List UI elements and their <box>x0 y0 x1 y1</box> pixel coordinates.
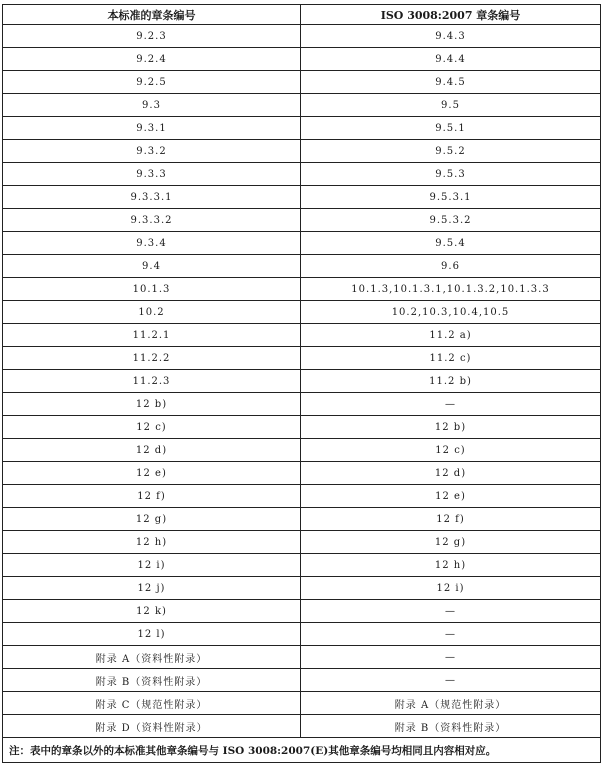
table-row <box>3 163 601 186</box>
table-row <box>3 692 601 715</box>
table-row <box>3 278 601 301</box>
table-note-row <box>3 738 601 763</box>
this-standard-clause-cell: 12 j) <box>3 577 301 600</box>
table-row <box>3 117 601 140</box>
iso-clause-cell: 12 b) <box>301 416 601 439</box>
table-row <box>3 71 601 94</box>
iso-clause-cell: 9.5.3.2 <box>301 209 601 232</box>
iso-clause-cell: 9.5.3.1 <box>301 186 601 209</box>
table-header-row <box>3 5 601 25</box>
iso-clause-cell: 9.4.5 <box>301 71 601 94</box>
iso-clause-cell: 9.5 <box>301 94 601 117</box>
table-row <box>3 462 601 485</box>
table-row <box>3 485 601 508</box>
this-standard-clause-cell: 9.3.1 <box>3 117 301 140</box>
table-body <box>3 25 601 738</box>
this-standard-clause-cell: 9.2.3 <box>3 25 301 48</box>
table-row <box>3 186 601 209</box>
iso-clause-cell: 9.5.3 <box>301 163 601 186</box>
table-row <box>3 232 601 255</box>
iso-clause-cell: 11.2 c) <box>301 347 601 370</box>
this-standard-clause-cell: 9.2.4 <box>3 48 301 71</box>
iso-clause-cell: 9.5.4 <box>301 232 601 255</box>
iso-clause-cell: — <box>301 600 601 623</box>
this-standard-clause-cell: 附录 A（资料性附录） <box>3 646 301 669</box>
this-standard-clause-cell: 9.3.4 <box>3 232 301 255</box>
this-standard-clause-cell: 10.2 <box>3 301 301 324</box>
this-standard-clause-cell: 12 l) <box>3 623 301 646</box>
iso-clause-cell: 附录 B（资料性附录） <box>301 715 601 738</box>
this-standard-clause-cell: 9.3 <box>3 94 301 117</box>
table-row <box>3 600 601 623</box>
this-standard-clause-cell: 12 c) <box>3 416 301 439</box>
iso-clause-cell: 12 h) <box>301 554 601 577</box>
table-row <box>3 531 601 554</box>
iso-clause-cell: 10.1.3,10.1.3.1,10.1.3.2,10.1.3.3 <box>301 278 601 301</box>
table-note: 注：表中的章条以外的本标准其他章条编号与 ISO 3008:2007(E)其他章条编号均相同且内容相对应。 <box>3 738 601 763</box>
iso-clause-cell: 12 f) <box>301 508 601 531</box>
clause-mapping-table <box>2 4 601 763</box>
this-standard-clause-cell: 10.1.3 <box>3 278 301 301</box>
table-row <box>3 94 601 117</box>
table-row <box>3 301 601 324</box>
this-standard-clause-cell: 9.4 <box>3 255 301 278</box>
iso-clause-cell: 9.4.3 <box>301 25 601 48</box>
this-standard-clause-cell: 9.3.3 <box>3 163 301 186</box>
header-iso-clause: ISO 3008:2007 章条编号 <box>301 5 601 25</box>
table-row <box>3 646 601 669</box>
this-standard-clause-cell: 12 b) <box>3 393 301 416</box>
iso-clause-cell: 附录 A（规范性附录） <box>301 692 601 715</box>
iso-clause-cell: 9.4.4 <box>301 48 601 71</box>
table-row <box>3 209 601 232</box>
this-standard-clause-cell: 12 e) <box>3 462 301 485</box>
iso-clause-cell: 12 c) <box>301 439 601 462</box>
this-standard-clause-cell: 12 f) <box>3 485 301 508</box>
this-standard-clause-cell: 12 k) <box>3 600 301 623</box>
this-standard-clause-cell: 12 h) <box>3 531 301 554</box>
table-row <box>3 255 601 278</box>
table-row <box>3 623 601 646</box>
table-row <box>3 439 601 462</box>
iso-clause-cell: 9.6 <box>301 255 601 278</box>
iso-clause-cell: 10.2,10.3,10.4,10.5 <box>301 301 601 324</box>
iso-clause-cell: 12 d) <box>301 462 601 485</box>
iso-clause-cell: 9.5.1 <box>301 117 601 140</box>
table-row <box>3 393 601 416</box>
iso-clause-cell: — <box>301 669 601 692</box>
this-standard-clause-cell: 附录 B（资料性附录） <box>3 669 301 692</box>
table-row <box>3 715 601 738</box>
iso-clause-cell: 11.2 a) <box>301 324 601 347</box>
this-standard-clause-cell: 9.3.2 <box>3 140 301 163</box>
this-standard-clause-cell: 9.3.3.1 <box>3 186 301 209</box>
table-row <box>3 554 601 577</box>
table-row <box>3 48 601 71</box>
this-standard-clause-cell: 9.2.5 <box>3 71 301 94</box>
this-standard-clause-cell: 11.2.2 <box>3 347 301 370</box>
this-standard-clause-cell: 11.2.3 <box>3 370 301 393</box>
table-row <box>3 324 601 347</box>
this-standard-clause-cell: 附录 D（资料性附录） <box>3 715 301 738</box>
table-row <box>3 370 601 393</box>
table-row <box>3 577 601 600</box>
iso-clause-cell: — <box>301 623 601 646</box>
iso-clause-cell: 12 i) <box>301 577 601 600</box>
this-standard-clause-cell: 9.3.3.2 <box>3 209 301 232</box>
table-row <box>3 25 601 48</box>
this-standard-clause-cell: 附录 C（规范性附录） <box>3 692 301 715</box>
table-row <box>3 140 601 163</box>
iso-clause-cell: 11.2 b) <box>301 370 601 393</box>
this-standard-clause-cell: 12 g) <box>3 508 301 531</box>
this-standard-clause-cell: 11.2.1 <box>3 324 301 347</box>
table-row <box>3 416 601 439</box>
iso-clause-cell: 9.5.2 <box>301 140 601 163</box>
iso-clause-cell: 12 g) <box>301 531 601 554</box>
table-row <box>3 508 601 531</box>
iso-clause-cell: — <box>301 393 601 416</box>
this-standard-clause-cell: 12 i) <box>3 554 301 577</box>
table-row <box>3 347 601 370</box>
table-row <box>3 669 601 692</box>
header-this-standard-clause: 本标准的章条编号 <box>3 5 301 25</box>
iso-clause-cell: — <box>301 646 601 669</box>
this-standard-clause-cell: 12 d) <box>3 439 301 462</box>
iso-clause-cell: 12 e) <box>301 485 601 508</box>
